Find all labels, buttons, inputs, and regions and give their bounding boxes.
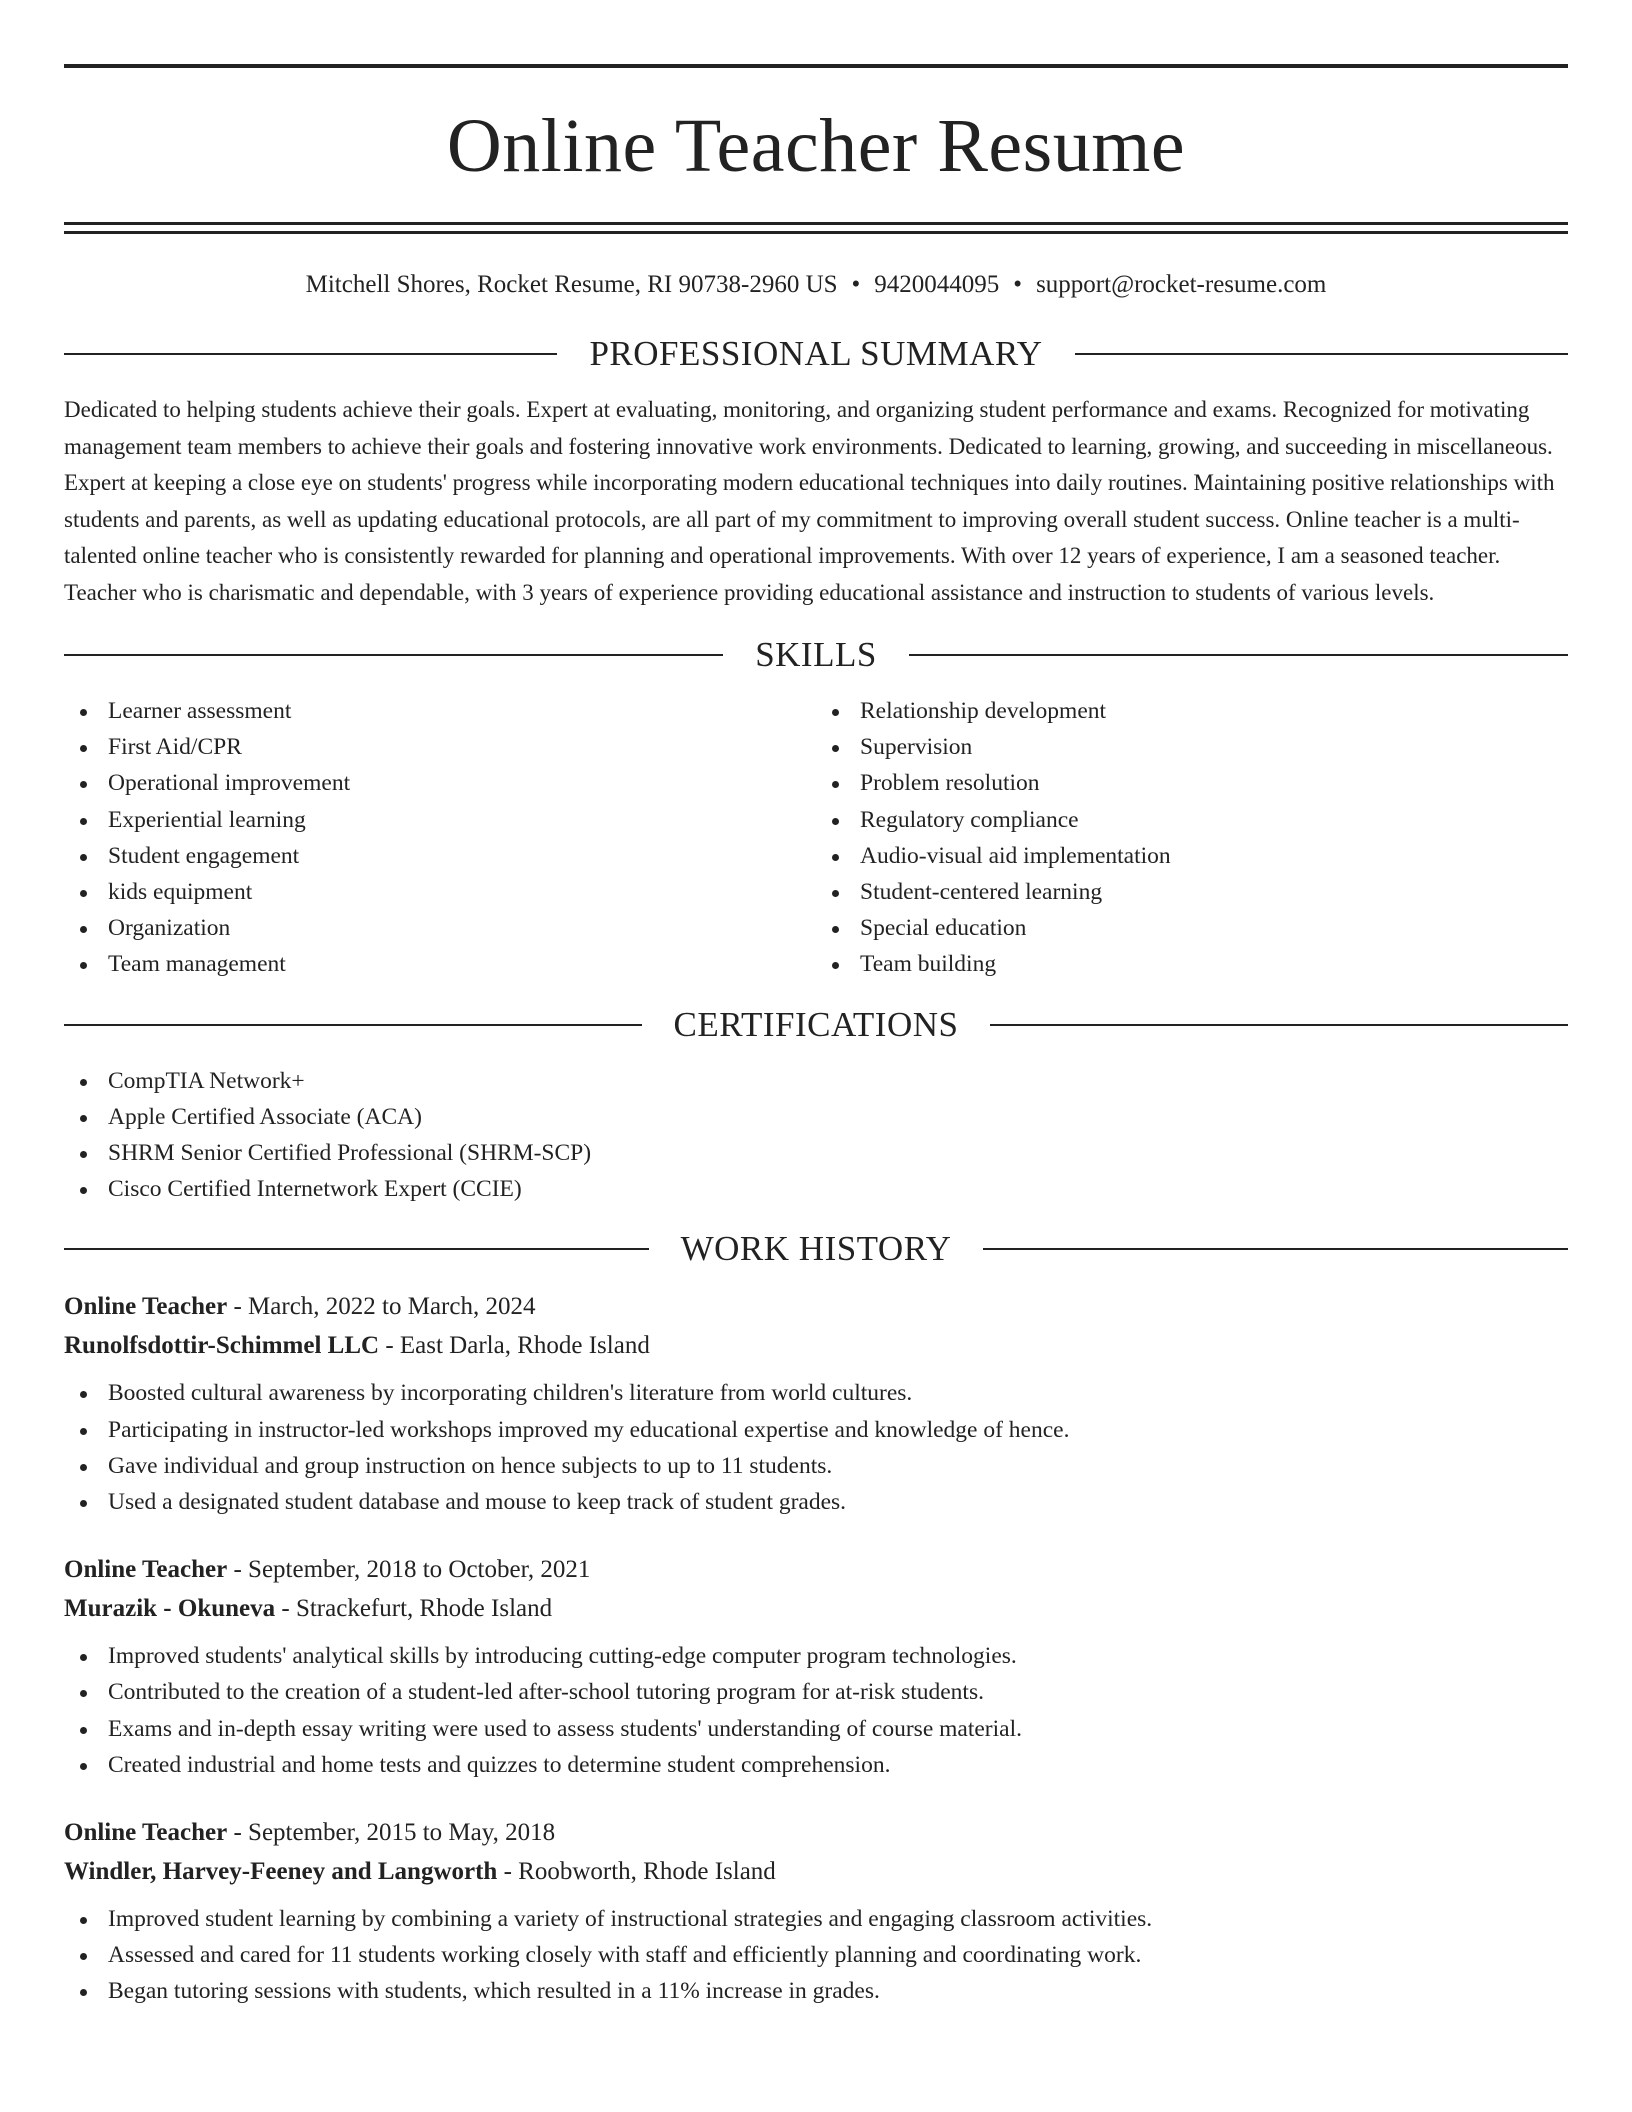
skill-item: Supervision (816, 729, 1568, 765)
certifications-list (64, 1063, 1568, 1208)
skill-item: Operational improvement (64, 765, 816, 801)
job-bullet: Improved student learning by combining a variety of instructional strategies and engaging classroom activities. (64, 1901, 1568, 1937)
job-company: Windler, Harvey-Feeney and Langworth (64, 1858, 498, 1886)
job-dates: - September, 2018 to October, 2021 (227, 1556, 591, 1584)
heading-rule (64, 353, 557, 355)
contact-address: Mitchell Shores, Rocket Resume, RI 90738-2960 US (305, 271, 838, 298)
title-double-rule (64, 222, 1568, 234)
heading-rule (909, 654, 1568, 656)
summary-text: Dedicated to helping students achieve their goals. Expert at evaluating, monitoring, and organizing student performance and exams. Recognized for motivating management team members to achieve their goals and fostering innovative work environments. Dedicated to learning, growing, and succeeding in miscellaneous. Expert at keeping a close eye on students' progress while incorporating modern educational techniques into daily routines. Maintaining positive relationships with students and parents, as well as updating educational protocols, are all part of my commitment to improving overall student success. Online teacher is a multi-talented online teacher who is consistently rewarded for planning and operational improvements. With over 12 years of experience, I am a seasoned teacher. Teacher who is charismatic and dependable, with 3 years of experience providing educational assistance and instruction to students of various levels. (64, 397, 1555, 605)
job-bullet: Used a designated student database and mouse to keep track of student grades. (64, 1484, 1568, 1520)
contact-email: support@rocket-resume.com (1036, 271, 1327, 298)
job-company: Murazik - Okuneva (64, 1595, 276, 1623)
heading-rule (64, 1024, 642, 1026)
skills-list (64, 693, 1568, 983)
job-company: Runolfsdottir-Schimmel LLC (64, 1332, 380, 1360)
certifications-section-heading (64, 1003, 1568, 1047)
job-company-line (64, 1326, 1568, 1365)
skill-item: Student engagement (64, 838, 816, 874)
certifications-heading-label: CERTIFICATIONS (673, 1004, 959, 1044)
skills-section-heading (64, 633, 1568, 677)
skill-item: Team management (64, 946, 816, 982)
job-company-line (64, 1589, 1568, 1628)
skills-heading-label: SKILLS (755, 635, 877, 674)
skill-item: Special education (816, 910, 1568, 946)
job-bullet: Began tutoring sessions with students, which resulted in a 11% increase in grades. (64, 1973, 1568, 2009)
job-entry (64, 1287, 1568, 1520)
heading-rule (64, 1248, 649, 1250)
contact-line (64, 268, 1568, 302)
skill-item: Regulatory compliance (816, 802, 1568, 838)
contact-phone: 9420044095 (874, 271, 1000, 298)
work-history-section-heading (64, 1227, 1568, 1271)
skill-item: Team building (816, 946, 1568, 982)
summary-section-heading (64, 332, 1568, 376)
certification-item: CompTIA Network+ (64, 1063, 1568, 1099)
job-bullet: Improved students' analytical skills by introducing cutting-edge computer program technologies. (64, 1638, 1568, 1674)
job-entry (64, 1550, 1568, 1783)
skills-column-left (64, 693, 816, 983)
heading-rule (983, 1248, 1568, 1250)
skill-item: Organization (64, 910, 816, 946)
job-title-line (64, 1287, 1568, 1326)
job-bullet: Participating in instructor-led workshops improved my educational expertise and knowledge of hence. (64, 1412, 1568, 1448)
job-bullets (64, 1375, 1568, 1520)
skill-item: Student-centered learning (816, 874, 1568, 910)
job-company-line (64, 1852, 1568, 1891)
job-bullet: Created industrial and home tests and quizzes to determine student comprehension. (64, 1747, 1568, 1783)
certification-item: SHRM Senior Certified Professional (SHRM-SCP) (64, 1135, 1568, 1171)
certification-item: Apple Certified Associate (ACA) (64, 1099, 1568, 1135)
job-title: Online Teacher (64, 1819, 228, 1847)
job-bullet: Exams and in-depth essay writing were used to assess students' understanding of course material. (64, 1711, 1568, 1747)
skill-item: kids equipment (64, 874, 816, 910)
job-bullets (64, 1638, 1568, 1783)
job-title-line (64, 1550, 1568, 1589)
skills-column-right (816, 693, 1568, 983)
contact-separator: • (1013, 271, 1023, 298)
job-dates: - September, 2015 to May, 2018 (227, 1819, 556, 1847)
skill-item: Relationship development (816, 693, 1568, 729)
job-entry (64, 1813, 1568, 2010)
heading-rule (1075, 353, 1568, 355)
job-bullet: Assessed and cared for 11 students working closely with staff and efficiently planning and coordinating work. (64, 1937, 1568, 1973)
work-history-heading-label: WORK HISTORY (680, 1229, 952, 1269)
certification-item: Cisco Certified Internetwork Expert (CCIE) (64, 1171, 1568, 1207)
contact-separator: • (851, 271, 861, 298)
skill-item: Learner assessment (64, 693, 816, 729)
top-rule (64, 64, 1568, 68)
job-bullet: Contributed to the creation of a student-led after-school tutoring program for at-risk students. (64, 1674, 1568, 1710)
skill-item: First Aid/CPR (64, 729, 816, 765)
skill-item: Problem resolution (816, 765, 1568, 801)
job-location: - Roobworth, Rhode Island (497, 1858, 776, 1886)
page-title: Online Teacher Resume (446, 104, 1186, 188)
skill-item: Audio-visual aid implementation (816, 838, 1568, 874)
job-title: Online Teacher (64, 1293, 228, 1321)
heading-rule (64, 654, 723, 656)
heading-rule (990, 1024, 1568, 1026)
job-title: Online Teacher (64, 1556, 228, 1584)
job-title-line (64, 1813, 1568, 1852)
summary-heading-label: PROFESSIONAL SUMMARY (589, 334, 1043, 373)
job-location: - Strackefurt, Rhode Island (275, 1595, 553, 1623)
job-location: - East Darla, Rhode Island (379, 1332, 650, 1360)
job-bullet: Boosted cultural awareness by incorporating children's literature from world cultures. (64, 1375, 1568, 1411)
job-bullet: Gave individual and group instruction on hence subjects to up to 11 students. (64, 1448, 1568, 1484)
job-bullets (64, 1901, 1568, 2010)
skill-item: Experiential learning (64, 802, 816, 838)
job-dates: - March, 2022 to March, 2024 (227, 1293, 536, 1321)
